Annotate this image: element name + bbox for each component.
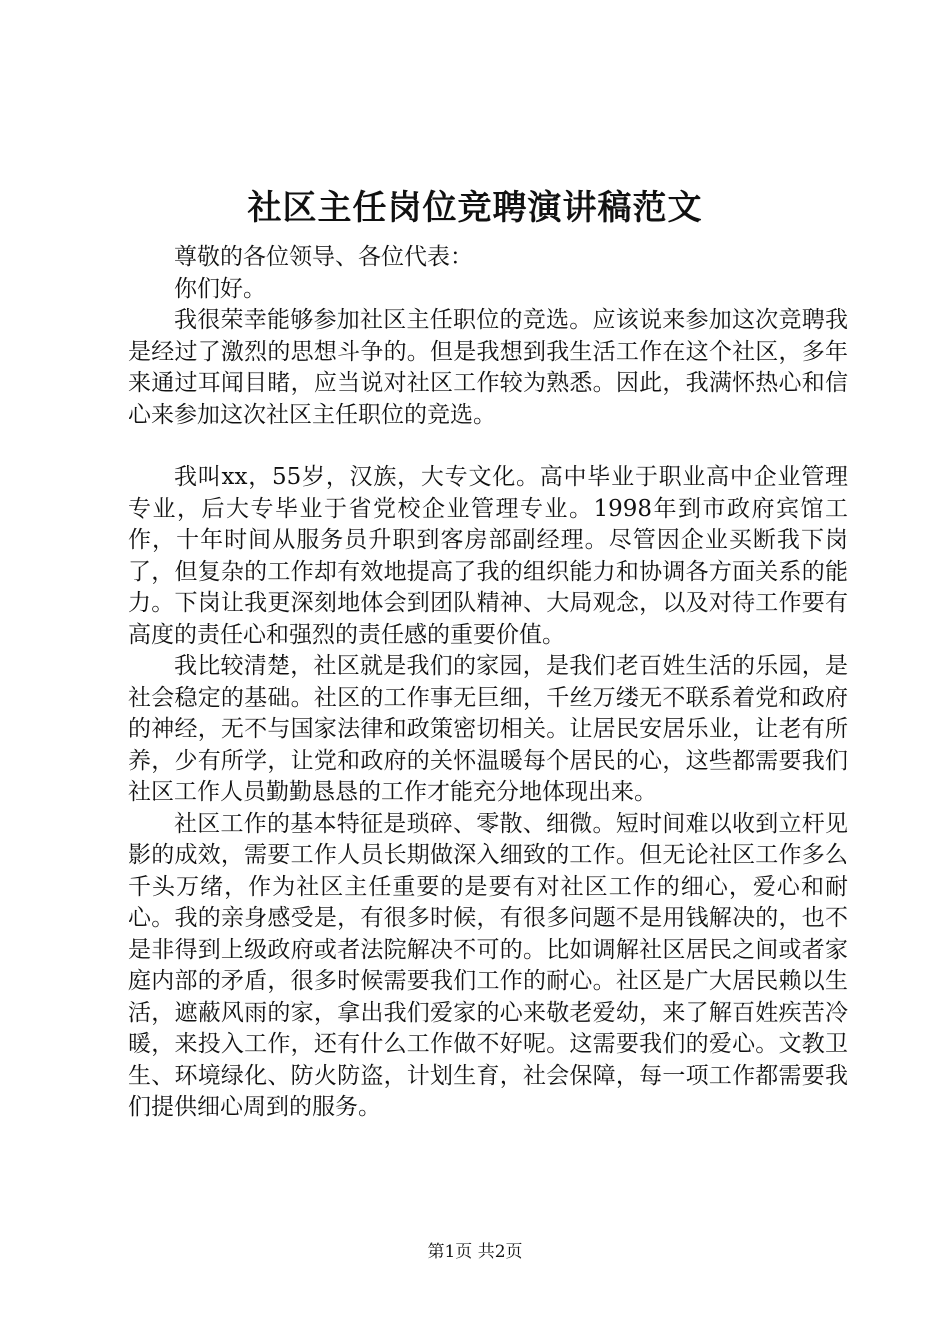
paragraph-greeting: 你们好。 [174,275,266,302]
paragraph-intro: 我很荣幸能够参加社区主任职位的竞选。应该说来参加这次竞聘我是经过了激烈的思想斗争的。但是我想到我生活工作在这个社区，多年来通过耳闻目睹，应当说对社区工作较为熟悉。因此，我满怀热心和信心来参加这次社区主任职位的竞选。 [128,307,848,428]
document-title: 社区主任岗位竞聘演讲稿范文 [247,188,703,228]
paragraph-community-view: 我比较清楚，社区就是我们的家园，是我们老百姓生活的乐园，是社会稳定的基础。社区的工作事无巨细，千丝万缕无不联系着党和政府的神经，无不与国家法律和政策密切相关。让居民安居乐业，让老有所养，少有所学，让党和政府的关怀温暖每个居民的心，这些都需要我们社区工作人员勤勤恳恳的工作才能充分地体现出来。 [128,653,848,805]
document-body [128,242,848,1124]
page-number: 第1页 共2页 [427,1242,523,1262]
paragraph-work-features: 社区工作的基本特征是琐碎、零散、细微。短时间难以收到立杆见影的成效，需要工作人员长期做深入细致的工作。但无论社区工作多么千头万绪，作为社区主任重要的是要有对社区工作的细心，爱心和耐心。我的亲身感受是，有很多时候，有很多问题不是用钱解决的，也不是非得到上级政府或者法院解决不可的。比如调解社区居民之间或者家庭内部的矛盾，很多时候需要我们工作的耐心。社区是广大居民赖以生活，遮蔽风雨的家，拿出我们爱家的心来敬老爱幼，来了解百姓疾苦冷暖，来投入工作，还有什么工作做不好呢。这需要我们的爱心。文教卫生、环境绿化、防火防盗，计划生育，社会保障，每一项工作都需要我们提供细心周到的服务。 [128,810,848,1120]
paragraph-salutation: 尊敬的各位领导、各位代表： [174,244,473,270]
paragraph-background: 我叫xx，55岁，汉族，大专文化。高中毕业于职业高中企业管理专业，后大专毕业于省党校企业管理专业。1998年到市政府宾馆工作，十年时间从服务员升职到客房部副经理。尽管因企业买断我下岗了，但复杂的工作却有效地提高了我的组织能力和协调各方面关系的能力。下岗让我更深刻地体会到团队精神、大局观念，以及对待工作要有高度的责任心和强烈的责任感的重要价值。 [128,464,848,648]
